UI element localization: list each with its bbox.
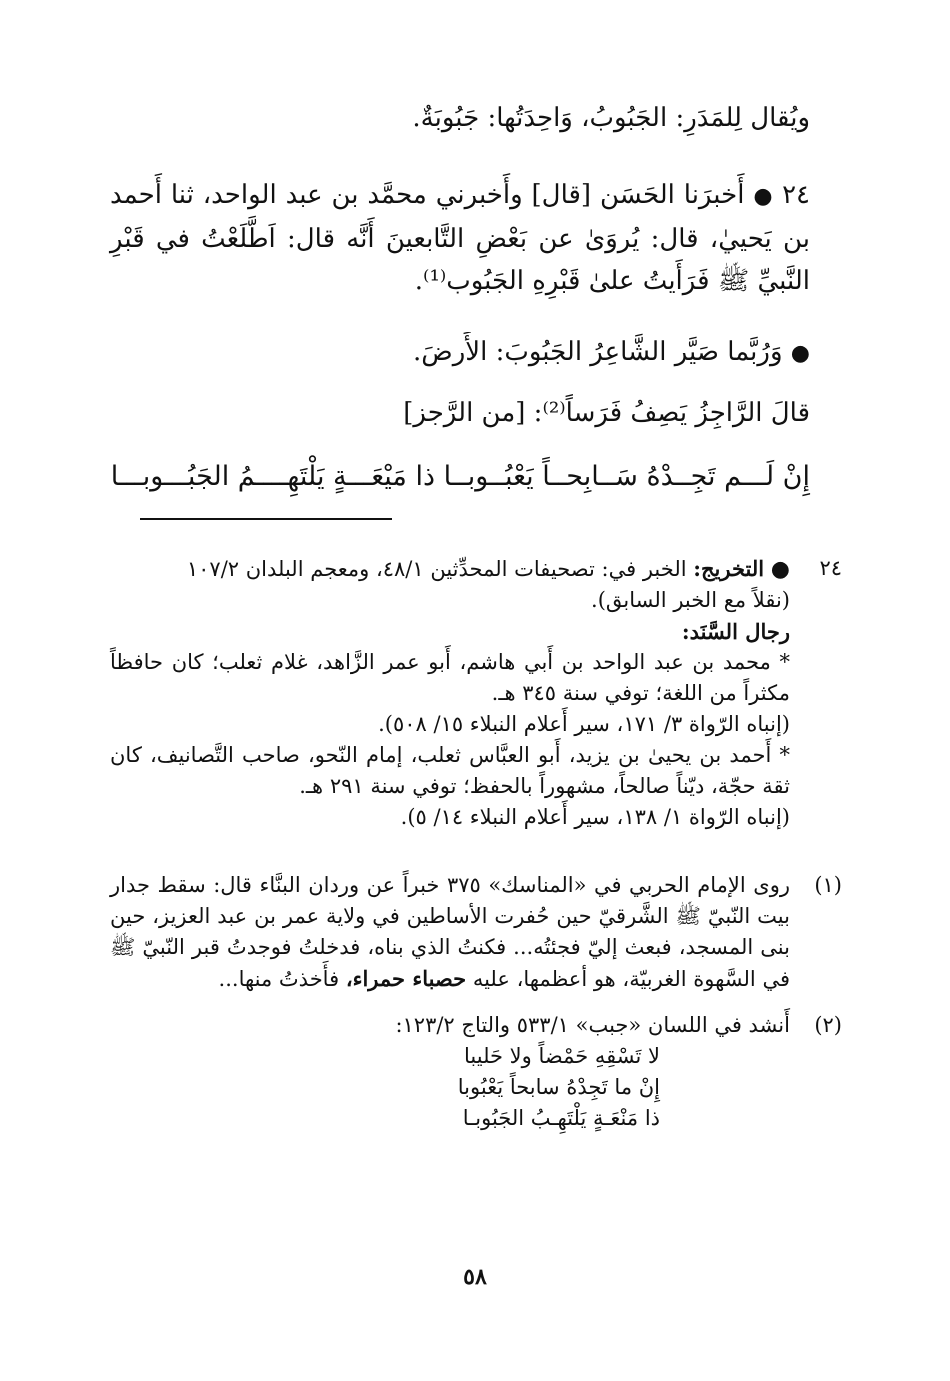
footnote-number: (٢) [814, 1013, 842, 1037]
footnote-2-intro: أَنشد في اللسان «جبب» ٥٣٣/١ والتاج ١٢٣/٢: [395, 1013, 790, 1037]
main-line-rajiz: قالَ الرَّاجِزُ يَصِفُ فَرَساً⁽²⁾: [من الرَّجز] [403, 398, 810, 428]
entry-text: أَخبرَنا الحَسَن [قال] وأَخبرني محمَّد بن عبد الواحد، ثنا أَحمد بن يَحييٰ، قال: يُروَىٰ عن بَعْضِ التَّابعينَ أَنَّه قال: اَطَّلَعْتُ في قَبْرِ النَّبيِّ ﷺ فَرَأَيتُ علىٰ قَبْرِهِ الجَبُوب⁽¹⁾. [110, 180, 810, 296]
rijal-label: رجال السَّنَد: [681, 619, 790, 644]
person-1: * محمد بن عبد الواحد بن أَبي هاشم، أَبو عمر الزَّاهد، غلام ثعلب؛ كان حافظاً مكثراً من اللغة؛ توفي سنة ٣٤٥ هـ. [110, 650, 790, 705]
takhrij-number: ٢٤ [819, 556, 842, 580]
main-line-ard [110, 332, 810, 374]
person-1-refs: (إنباه الرّواة ٣/ ١٧١، سير أَعلام النبلاء ١٥/ ٥٠٨). [378, 712, 790, 736]
footnote-number: (١) [814, 873, 842, 897]
takhrij-line2: (نقلاً مع الخبر السابق). [591, 588, 790, 612]
poem-line: لا تَسْقِهِ حَمْضاً ولا حَليبا [464, 1044, 660, 1068]
footnote-2-poem [110, 1041, 660, 1134]
poem-line: ذا مَنْعَـةٍ يَلْتَهِـبُ الجَبُوبـا [462, 1106, 660, 1130]
footnote-takhrij [110, 553, 840, 833]
person-2-refs: (إنباه الرّواة ١/ ١٣٨، سير أَعلام النبلاء ١٤/ ٥). [400, 805, 790, 829]
takhrij-line1: الخبر في: تصحيفات المحدِّثين ٤٨/١، ومعجم البلدان ١٠٧/٢ [186, 557, 687, 581]
takhrij-body [110, 553, 790, 833]
footnote-2-body [110, 1010, 790, 1134]
footnote-1-bold: حصباء حمراء، [345, 966, 467, 991]
footnote-1-text: روى الإمام الحربي في «المناسك» ٣٧٥ خبراً عن وردان البنَّاء قال: سقط جدار بيت النّبيّ ﷺ الشَّرقيّ حين حُفرت الأساطين في ولاية عمر بن عبد العزيز، حين بنى المسجد، فبعث إليّ فجئتُه... فكنتُ الذي بناه، فدخلتُ فوجدتُ قبر النّبيّ ﷺ في السَّهوة الغربيّة، هو أعظمها، عليه [110, 873, 790, 991]
poem-line: إِنْ ما تَجِدْهُ سابحاً يَعْبُوبا [457, 1075, 660, 1099]
person-2: * أَحمد بن يحيىٰ بن يزيد، أَبو العبَّاس ثعلب، إمام النّحو، صاحب التَّصانيف، كان ثقة حجّة، ديّناً صالحاً، مشهوراً بالحفظ؛ توفي سنة ٢٩١ هـ. [110, 743, 790, 798]
footnote-separator [140, 518, 392, 520]
footnote-1-end: فأَخذتُ منها... [218, 967, 340, 991]
footnote-2 [110, 1010, 840, 1134]
bullet-icon: ● [790, 341, 810, 366]
main-line-madar: ويُقال لِلمَدَرِ: الجَبُوبُ، وَاحِدَتُها: جَبُوبَةٌ. [412, 103, 810, 133]
page-number: ٥٨ [463, 1264, 487, 1290]
entry-number: ٢٤ [782, 180, 810, 210]
bullet-icon: ● [770, 557, 790, 582]
takhrij-label: التخريج: [693, 556, 765, 581]
footnote-1 [110, 870, 840, 995]
footnote-number [798, 553, 842, 584]
verse-hemistich-second: ذا مَيْعَـــةٍ يَلْتَهِــــمُ الجَبُـــوبـــا [110, 461, 435, 492]
verse-line [100, 455, 810, 499]
ard-text: وَرُبَّما صَيَّر الشَّاعِرُ الجَبُوبَ: الأَرضَ. [413, 337, 783, 367]
verse-hemistich-first: إِنْ لَـــم تَجِــدْهُ سَــابِحــاً يَعْبُــوبــا [443, 461, 810, 492]
footnote-1-body [110, 870, 790, 995]
bullet-icon: ● [753, 184, 774, 209]
entry-24 [110, 174, 810, 302]
